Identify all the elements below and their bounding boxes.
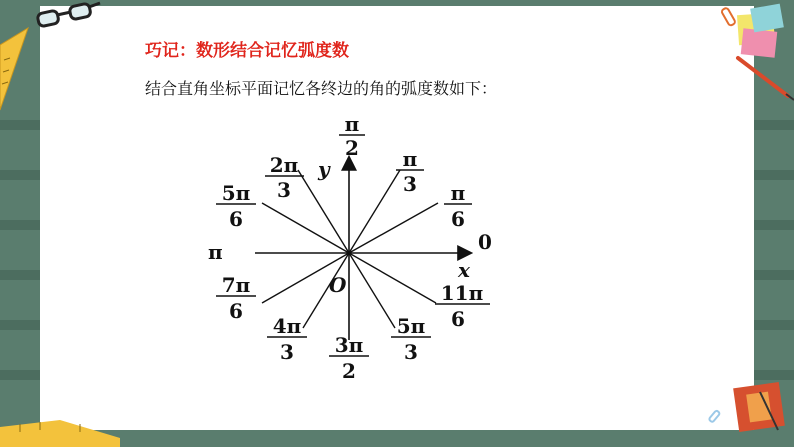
angle-denominator: 6 xyxy=(229,207,243,231)
angle-label-pi-3 xyxy=(396,147,424,196)
angle-label-5pi-3 xyxy=(391,314,431,364)
angle-denominator: 6 xyxy=(229,299,243,323)
angle-label-7pi-6 xyxy=(216,273,256,323)
angle-numerator: 7π xyxy=(221,273,251,297)
page-title: 巧记：数形结合记忆弧度数 xyxy=(145,41,349,61)
ray-pi-6 xyxy=(349,203,438,253)
angle-denominator: 2 xyxy=(345,136,359,160)
angle-denominator: 2 xyxy=(342,359,356,383)
angle-numerator: 5π xyxy=(396,314,426,338)
ray-5pi-6 xyxy=(262,203,349,253)
angle-numerator: π xyxy=(344,112,360,136)
angle-label-11pi-6 xyxy=(435,281,490,331)
angle-numerator: 3π xyxy=(334,333,364,357)
ray-11pi-6 xyxy=(349,253,436,303)
angle-numerator: 11π xyxy=(440,281,484,305)
angle-label-pi-6 xyxy=(444,181,472,231)
angle-label-0: 0 xyxy=(478,230,492,254)
angle-numerator: π xyxy=(402,147,418,171)
angle-denominator: 3 xyxy=(280,340,294,364)
ray-5pi-3 xyxy=(349,253,395,328)
angle-denominator: 6 xyxy=(451,207,465,231)
ray-pi-3 xyxy=(349,170,400,253)
angle-numerator: π xyxy=(450,181,466,205)
angle-numerator: 4π xyxy=(272,314,302,338)
angle-label-4pi-3 xyxy=(267,314,307,364)
angle-label-2pi-3 xyxy=(265,153,304,202)
origin-label: O xyxy=(329,273,347,297)
angle-denominator: 3 xyxy=(404,340,418,364)
angle-label-pi-2 xyxy=(339,112,365,160)
angle-label-3pi-2 xyxy=(329,333,369,383)
angle-denominator: 3 xyxy=(277,178,291,202)
angle-numerator: 5π xyxy=(221,181,251,205)
y-axis-label: y xyxy=(318,157,330,181)
angle-numerator: 2π xyxy=(269,153,299,177)
x-axis-label: x xyxy=(458,258,470,282)
angle-label-pi: π xyxy=(208,240,223,264)
ray-2pi-3 xyxy=(298,170,349,253)
page-subtitle: 结合直角坐标平面记忆各终边的角的弧度数如下： xyxy=(145,79,498,98)
angle-denominator: 6 xyxy=(451,307,465,331)
angle-denominator: 3 xyxy=(403,172,417,196)
angle-label-5pi-6 xyxy=(216,181,256,231)
